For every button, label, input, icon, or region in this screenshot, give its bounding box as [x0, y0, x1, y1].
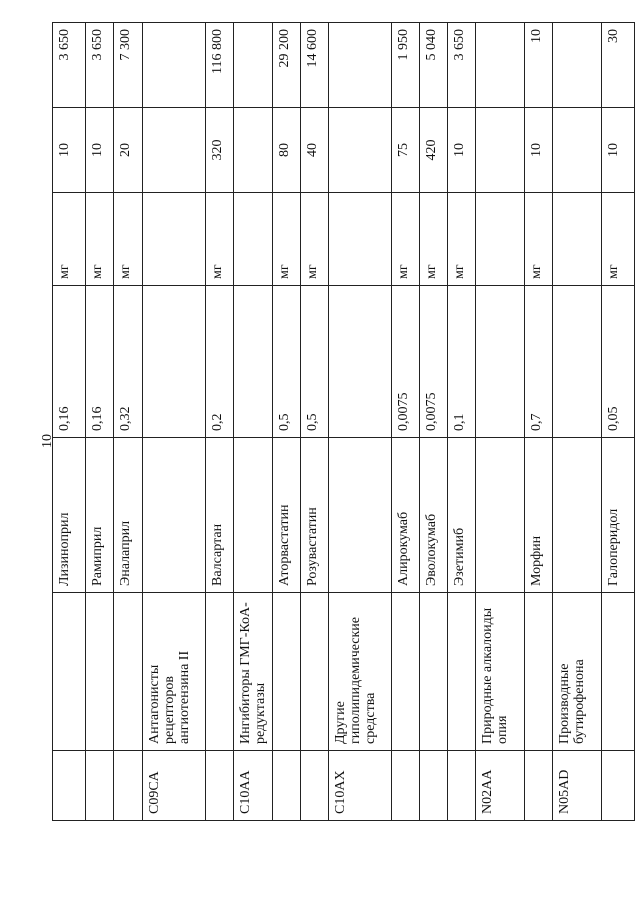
table-row: [602, 23, 635, 821]
total-cell: 3 650: [448, 23, 476, 108]
total-cell: 10: [525, 23, 553, 108]
table-row: [476, 23, 525, 821]
quantity-cell: 420: [420, 108, 448, 193]
drug-name-cell: Галоперидол: [602, 438, 635, 593]
table-row: [234, 23, 273, 821]
atc-code-cell: [602, 751, 635, 821]
drug-name-cell: Валсартан: [206, 438, 234, 593]
group-name-cell: Антагонисты рецепторов ангиотензина II: [143, 593, 206, 751]
dose-cell: 0,5: [273, 286, 301, 438]
dose-cell: 0,0075: [420, 286, 448, 438]
table-row: [53, 23, 86, 821]
atc-code-cell: N05AD: [553, 751, 602, 821]
group-name-cell: [525, 593, 553, 751]
atc-code-cell: C10AA: [234, 751, 273, 821]
atc-code-cell: N02AA: [476, 751, 525, 821]
atc-code-cell: C10AX: [329, 751, 392, 821]
quantity-cell: [553, 108, 602, 193]
total-cell: 1 950: [392, 23, 420, 108]
page-number: 10: [40, 434, 55, 448]
dose-cell: 0,7: [525, 286, 553, 438]
atc-code-cell: [525, 751, 553, 821]
drug-name-cell: [476, 438, 525, 593]
unit-cell: мг: [114, 193, 143, 286]
total-cell: [143, 23, 206, 108]
unit-cell: [329, 193, 392, 286]
total-cell: 5 040: [420, 23, 448, 108]
drug-name-cell: Рамиприл: [86, 438, 114, 593]
drug-name-cell: Эзетимиб: [448, 438, 476, 593]
group-name-cell: [420, 593, 448, 751]
quantity-cell: [234, 108, 273, 193]
table-row: [392, 23, 420, 821]
unit-cell: мг: [602, 193, 635, 286]
total-cell: [234, 23, 273, 108]
drug-name-cell: [143, 438, 206, 593]
table-row: [86, 23, 114, 821]
quantity-cell: 320: [206, 108, 234, 193]
drug-name-cell: Лизиноприл: [53, 438, 86, 593]
unit-cell: [476, 193, 525, 286]
drug-name-cell: Алирокумаб: [392, 438, 420, 593]
dose-cell: 0,16: [86, 286, 114, 438]
drug-name-cell: Эволокумаб: [420, 438, 448, 593]
table-row: [525, 23, 553, 821]
quantity-cell: 40: [301, 108, 329, 193]
unit-cell: мг: [206, 193, 234, 286]
atc-code-cell: C09CA: [143, 751, 206, 821]
total-cell: 29 200: [273, 23, 301, 108]
table-row: [143, 23, 206, 821]
group-name-cell: [53, 593, 86, 751]
total-cell: [476, 23, 525, 108]
drug-name-cell: Розувастатин: [301, 438, 329, 593]
atc-code-cell: [53, 751, 86, 821]
unit-cell: [553, 193, 602, 286]
group-name-cell: Другие гиполипидемические средства: [329, 593, 392, 751]
table-row: [273, 23, 301, 821]
unit-cell: мг: [53, 193, 86, 286]
group-name-cell: [86, 593, 114, 751]
dose-cell: 0,16: [53, 286, 86, 438]
dose-cell: [476, 286, 525, 438]
total-cell: [329, 23, 392, 108]
unit-cell: мг: [273, 193, 301, 286]
total-cell: 3 650: [86, 23, 114, 108]
quantity-cell: [143, 108, 206, 193]
quantity-cell: 10: [525, 108, 553, 193]
atc-code-cell: [273, 751, 301, 821]
atc-code-cell: [86, 751, 114, 821]
rotated-table-container: [52, 23, 621, 821]
drug-name-cell: [553, 438, 602, 593]
table-row: [448, 23, 476, 821]
quantity-cell: 10: [86, 108, 114, 193]
drug-name-cell: Аторвастатин: [273, 438, 301, 593]
drug-name-cell: Морфин: [525, 438, 553, 593]
group-name-cell: [114, 593, 143, 751]
total-cell: 14 600: [301, 23, 329, 108]
quantity-cell: 20: [114, 108, 143, 193]
atc-code-cell: [420, 751, 448, 821]
table-row: [206, 23, 234, 821]
dose-cell: 0,0075: [392, 286, 420, 438]
unit-cell: мг: [525, 193, 553, 286]
group-name-cell: [602, 593, 635, 751]
table-row: [114, 23, 143, 821]
dose-cell: 0,1: [448, 286, 476, 438]
atc-code-cell: [392, 751, 420, 821]
group-name-cell: [448, 593, 476, 751]
dose-cell: [329, 286, 392, 438]
quantity-cell: 75: [392, 108, 420, 193]
table-row: [329, 23, 392, 821]
drug-name-cell: [329, 438, 392, 593]
atc-code-cell: [301, 751, 329, 821]
group-name-cell: [273, 593, 301, 751]
dose-cell: 0,32: [114, 286, 143, 438]
unit-cell: [234, 193, 273, 286]
quantity-cell: [329, 108, 392, 193]
total-cell: 7 300: [114, 23, 143, 108]
group-name-cell: Природные алкалоиды опия: [476, 593, 525, 751]
table-row: [301, 23, 329, 821]
group-name-cell: [301, 593, 329, 751]
dose-cell: [143, 286, 206, 438]
unit-cell: мг: [86, 193, 114, 286]
dose-cell: [553, 286, 602, 438]
quantity-cell: 10: [53, 108, 86, 193]
table-row: [420, 23, 448, 821]
unit-cell: [143, 193, 206, 286]
quantity-cell: [476, 108, 525, 193]
unit-cell: мг: [392, 193, 420, 286]
dose-cell: 0,5: [301, 286, 329, 438]
drug-table: [52, 22, 635, 821]
dose-cell: 0,05: [602, 286, 635, 438]
group-name-cell: Ингибиторы ГМГ-КоА-редуктазы: [234, 593, 273, 751]
group-name-cell: [206, 593, 234, 751]
atc-code-cell: [448, 751, 476, 821]
unit-cell: мг: [448, 193, 476, 286]
drug-name-cell: [234, 438, 273, 593]
atc-code-cell: [114, 751, 143, 821]
table-row: [553, 23, 602, 821]
total-cell: 30: [602, 23, 635, 108]
total-cell: [553, 23, 602, 108]
dose-cell: 0,2: [206, 286, 234, 438]
group-name-cell: [392, 593, 420, 751]
total-cell: 3 650: [53, 23, 86, 108]
unit-cell: мг: [301, 193, 329, 286]
group-name-cell: Производные бутирофенона: [553, 593, 602, 751]
total-cell: 116 800: [206, 23, 234, 108]
atc-code-cell: [206, 751, 234, 821]
quantity-cell: 10: [448, 108, 476, 193]
dose-cell: [234, 286, 273, 438]
unit-cell: мг: [420, 193, 448, 286]
drug-name-cell: Эналаприл: [114, 438, 143, 593]
quantity-cell: 10: [602, 108, 635, 193]
quantity-cell: 80: [273, 108, 301, 193]
